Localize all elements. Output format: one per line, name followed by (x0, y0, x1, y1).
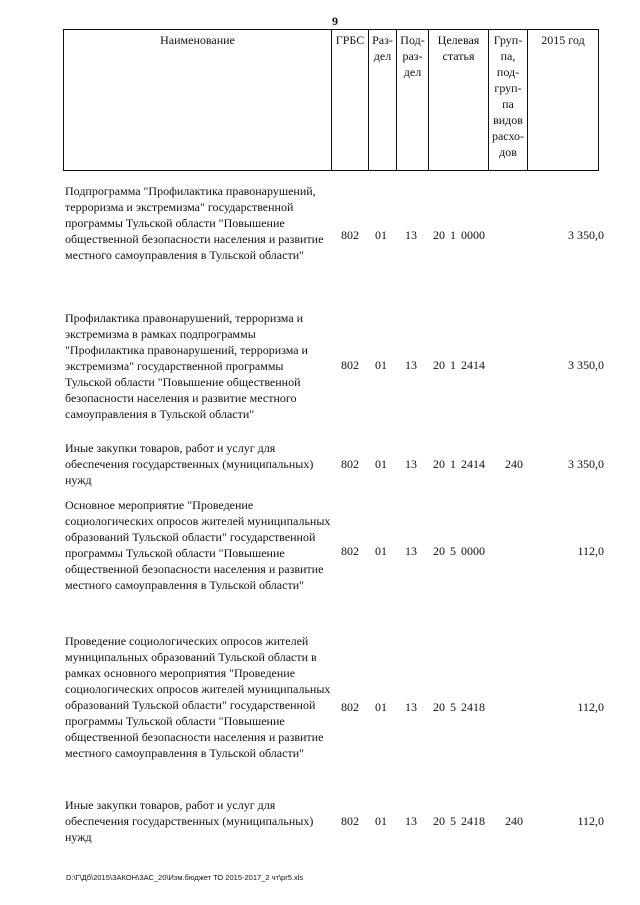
header-year: 2015 год (528, 30, 599, 171)
row-target: 20 1 2414 (433, 358, 485, 372)
row-podrazdel: 13 (405, 544, 417, 558)
row-razdel: 01 (375, 814, 387, 828)
row-podrazdel: 13 (405, 358, 417, 372)
row-razdel: 01 (375, 544, 387, 558)
row-name: Подпрограмма "Профилактика правонарушений, терроризма и экстремизма" государственной программы Тульской области "Повышение общественной безопасности населения и развитие местного самоуправления в Тульской области" (65, 184, 324, 262)
row-grbs: 802 (341, 457, 359, 471)
row-grbs: 802 (341, 228, 359, 242)
row-podrazdel: 13 (405, 457, 417, 471)
row-amount: 112,0 (577, 700, 604, 714)
row-podrazdel: 13 (405, 700, 417, 714)
row-razdel: 01 (375, 358, 387, 372)
row-target: 20 1 0000 (433, 228, 485, 242)
row-target: 20 5 0000 (433, 544, 485, 558)
row-amount: 112,0 (577, 814, 604, 828)
header-grbs: ГРБС (332, 30, 369, 171)
row-amount: 3 350,0 (568, 358, 604, 372)
row-grbs: 802 (341, 358, 359, 372)
page-number: 9 (332, 14, 338, 28)
row-amount: 3 350,0 (568, 228, 604, 242)
row-name: Проведение социологических опросов жителей муниципальных образований Тульской области в рамках основного мероприятия "Проведение социологических опросов жителей муниципальных образований Тульской области" государственной программы Тульской области "Повышение общественной безопасности населения и развитие местного самоуправления в Тульской области" (65, 634, 331, 760)
row-amount: 112,0 (577, 544, 604, 558)
row-grbs: 802 (341, 544, 359, 558)
row-target: 20 5 2418 (433, 814, 485, 828)
row-target: 20 1 2414 (433, 457, 485, 471)
row-group: 240 (505, 457, 523, 471)
row-name: Основное мероприятие "Проведение социологических опросов жителей муниципальных образований Тульской области" государственной программы Тульской области "Повышение общественной безопасности населения и развитие местного самоуправления в Тульской области" (65, 498, 331, 592)
row-name: Профилактика правонарушений, терроризма и экстремизма в рамках подпрограммы "Профилактика правонарушений, терроризма и экстремизма" государственной программы Тульской области "Повышение общественной безопасности населения и развитие местного самоуправления в Тульской области" (65, 311, 308, 421)
header-target: Целевая статья (429, 30, 489, 171)
row-target: 20 5 2418 (433, 700, 485, 714)
header-razdel: Раз- дел (369, 30, 397, 171)
row-name: Иные закупки товаров, работ и услуг для обеспечения государственных (муниципальных) нужд (65, 441, 314, 487)
file-path-footer: D:\Г\Дб\2015\ЗАКОН\ЗАС_20\Изм.бюджет ТО 2015-2017_2 чт\pr5.xls (66, 873, 304, 882)
header-podrazdel: Под- раз- дел (397, 30, 429, 171)
row-podrazdel: 13 (405, 814, 417, 828)
row-group: 240 (505, 814, 523, 828)
table-header (63, 29, 599, 171)
header-group: Груп- па, под- груп- па видов расхо- дов (489, 30, 528, 171)
row-podrazdel: 13 (405, 228, 417, 242)
row-razdel: 01 (375, 457, 387, 471)
row-grbs: 802 (341, 700, 359, 714)
row-name: Иные закупки товаров, работ и услуг для обеспечения государственных (муниципальных) нужд (65, 798, 314, 844)
row-amount: 3 350,0 (568, 457, 604, 471)
row-grbs: 802 (341, 814, 359, 828)
header-name: Наименование (64, 30, 332, 171)
row-razdel: 01 (375, 228, 387, 242)
row-razdel: 01 (375, 700, 387, 714)
